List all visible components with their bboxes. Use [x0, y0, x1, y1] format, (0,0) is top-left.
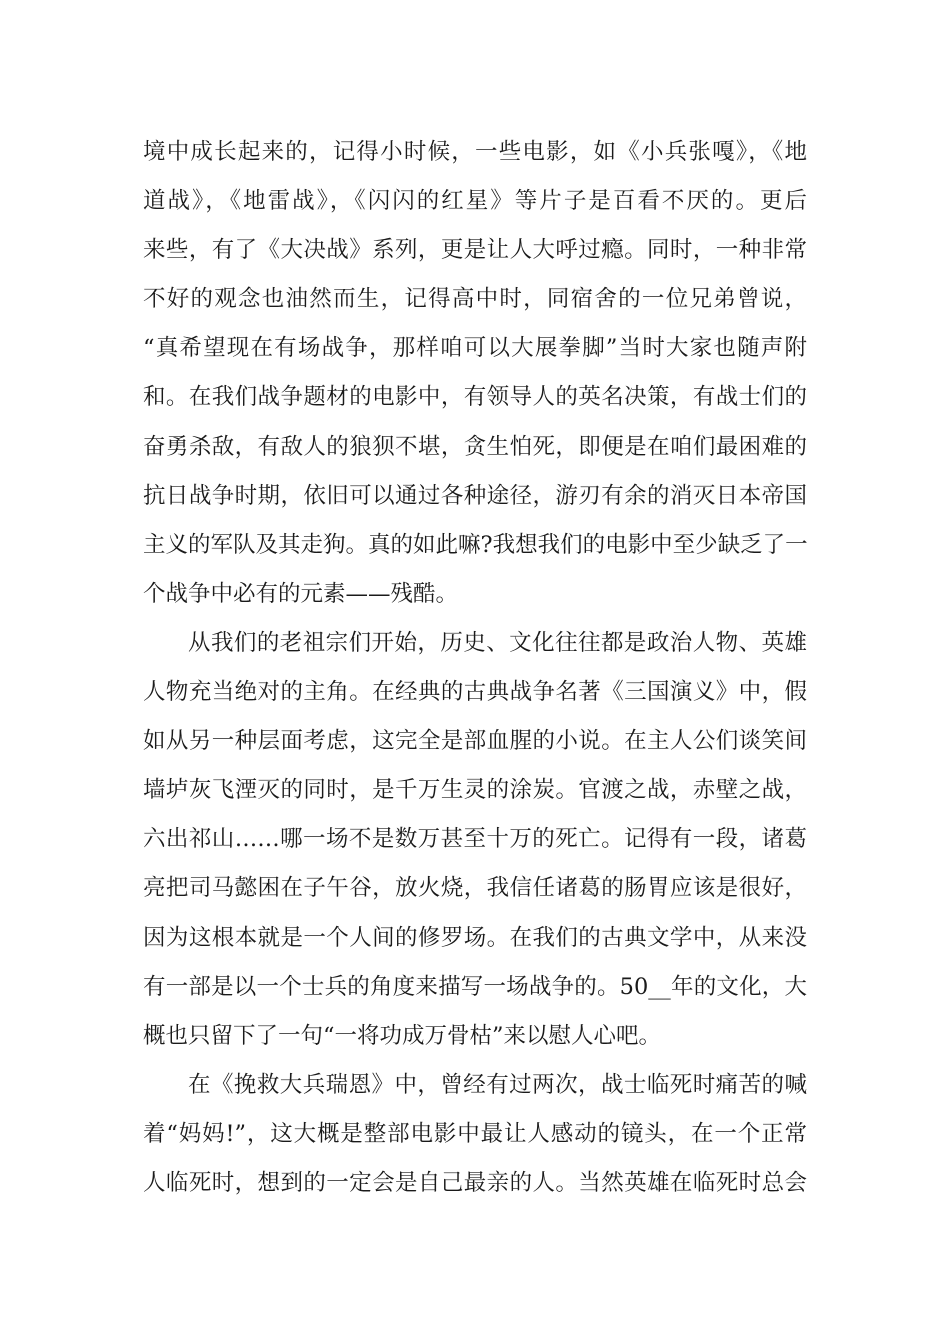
text-line: 在《挽救大兵瑞恩》中，曾经有过两次，战士临死时痛苦的喊 [188, 1071, 807, 1098]
text-line: 人物充当绝对的主角。在经典的古典战争名著《三国演义》中，假 [143, 679, 807, 706]
text-line: 从我们的老祖宗们开始，历史、文化往往都是政治人物、英雄 [188, 629, 807, 656]
text-line: 抗日战争时期，依旧可以通过各种途径，游刃有余的消灭日本帝国 [143, 482, 807, 509]
text-line: “真希望现在有场战争，那样咱可以大展拳脚”当时大家也随声附 [143, 335, 807, 362]
text-line: 道战》，《地雷战》，《闪闪的红星》等片子是百看不厌的。更后 [143, 188, 807, 215]
text-line: 境中成长起来的，记得小时候，一些电影，如《小兵张嘎》，《地 [143, 139, 807, 165]
text-line: 亮把司马懿困在子午谷，放火烧，我信任诸葛的肠胃应该是很好， [143, 875, 807, 902]
text-line: 主义的军队及其走狗。真的如此嘛?我想我们的电影中至少缺乏了一 [143, 531, 808, 558]
text-line: 来些，有了《大决战》系列，更是让人大呼过瘾。同时，一种非常 [143, 237, 807, 264]
text-line: 着“妈妈!”，这大概是整部电影中最让人感动的镜头，在一个正常 [143, 1120, 807, 1147]
text-line: 如从另一种层面考虑，这完全是部血腥的小说。在主人公们谈笑间 [143, 728, 807, 755]
text-line: 和。在我们战争题材的电影中，有领导人的英名决策，有战士们的 [143, 384, 807, 411]
text-line: 奋勇杀敌，有敌人的狼狈不堪，贪生怕死，即便是在咱们最困难的 [143, 433, 807, 460]
text-line: 因为这根本就是一个人间的修罗场。在我们的古典文学中，从来没 [143, 924, 807, 951]
text-line: 有一部是以一个士兵的角度来描写一场战争的。50__年的文化，大 [143, 973, 807, 1000]
text-line: 人临死时，想到的一定会是自己最亲的人。当然英雄在临死时总会 [143, 1169, 807, 1196]
text-line: 不好的观念也油然而生，记得高中时，同宿舍的一位兄弟曾说， [143, 286, 807, 313]
text-line: 墙垆灰飞湮灭的同时，是千万生灵的涂炭。官渡之战，赤壁之战， [143, 777, 807, 804]
body-text [143, 128, 807, 1208]
text-line: 个战争中必有的元素——残酷。 [143, 580, 459, 607]
text-line: 六出祁山……哪一场不是数万甚至十万的死亡。记得有一段，诸葛 [143, 826, 807, 853]
paragraph-1 [143, 128, 807, 619]
paragraph-3 [143, 1061, 807, 1208]
text-line: 概也只留下了一句“一将功成万骨枯”来以慰人心吧。 [143, 1022, 662, 1049]
paragraph-2 [143, 619, 807, 1061]
